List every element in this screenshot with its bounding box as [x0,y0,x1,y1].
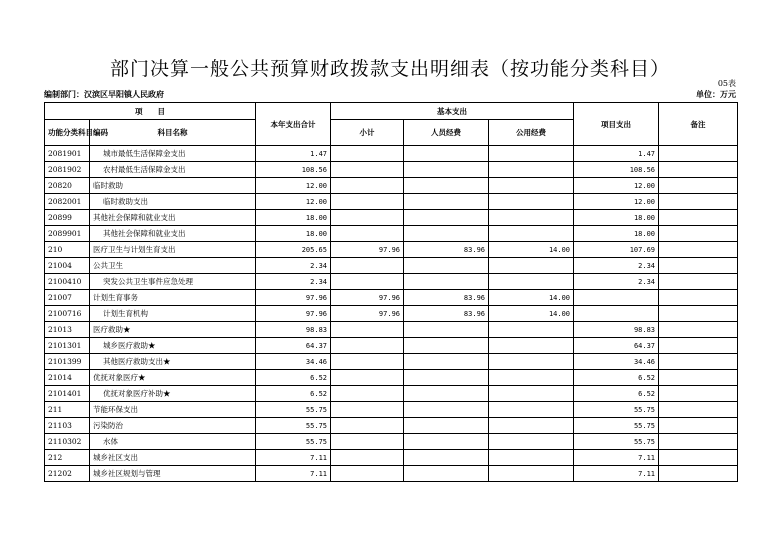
row-code: 2101399 [45,354,90,370]
row-code: 2101301 [45,338,90,354]
row-total: 12.00 [256,194,331,210]
header-code: 功能分类科目编码 [45,120,90,146]
row-public [489,146,574,162]
row-personnel [404,194,489,210]
row-total: 7.11 [256,466,331,482]
row-personnel [404,210,489,226]
row-public [489,386,574,402]
row-remark [659,146,738,162]
row-subtotal [331,322,404,338]
row-subtotal [331,178,404,194]
row-code: 21004 [45,258,90,274]
row-personnel [404,322,489,338]
row-total: 6.52 [256,370,331,386]
row-name-text: 医疗卫生与计划生育支出 [93,245,176,254]
row-personnel [404,258,489,274]
row-name [90,386,256,402]
unit-label: 单位：万元 [696,89,736,99]
table-row [45,370,738,386]
row-public: 14.00 [489,290,574,306]
row-subtotal [331,450,404,466]
row-remark [659,306,738,322]
row-project: 18.00 [574,210,659,226]
row-project: 6.52 [574,370,659,386]
row-public [489,418,574,434]
expenditure-table [44,102,738,482]
row-total: 2.34 [256,258,331,274]
row-remark [659,258,738,274]
row-project [574,290,659,306]
row-name [90,322,256,338]
row-name-text: 突发公共卫生事件应急处理 [103,277,193,286]
header-basic: 基本支出 [331,103,574,120]
row-subtotal [331,354,404,370]
row-name [90,258,256,274]
row-personnel [404,274,489,290]
header-total: 本年支出合计 [256,103,331,146]
row-total: 98.83 [256,322,331,338]
row-code: 210 [45,242,90,258]
row-name-text: 临时救助 [93,181,123,190]
row-name [90,242,256,258]
row-personnel: 83.96 [404,306,489,322]
row-personnel [404,466,489,482]
row-name-text: 城乡医疗救助★ [103,341,156,350]
row-project: 2.34 [574,274,659,290]
row-personnel [404,450,489,466]
table-row [45,146,738,162]
row-remark [659,242,738,258]
page-title: 部门决算一般公共预算财政拨款支出明细表（按功能分类科目） [109,58,670,80]
form-number: 05表 [717,79,736,88]
row-subtotal [331,338,404,354]
row-project: 107.69 [574,242,659,258]
table-row [45,306,738,322]
row-public [489,162,574,178]
row-public [489,434,574,450]
row-personnel [404,338,489,354]
row-name-text: 医疗救助★ [93,325,131,334]
row-public [489,178,574,194]
row-name-text: 农村最低生活保障金支出 [103,165,186,174]
row-name [90,434,256,450]
row-personnel [404,386,489,402]
row-remark [659,386,738,402]
row-subtotal [331,386,404,402]
row-name [90,210,256,226]
row-project: 108.56 [574,162,659,178]
row-name-text: 其他社会保障和就业支出 [93,213,176,222]
row-name-text: 水体 [103,437,118,446]
row-name [90,290,256,306]
row-name [90,146,256,162]
row-total: 205.65 [256,242,331,258]
row-remark [659,338,738,354]
row-code: 2100716 [45,306,90,322]
row-project: 7.11 [574,466,659,482]
row-name-text: 计划生育事务 [93,293,138,302]
table-row [45,434,738,450]
table-row [45,162,738,178]
row-remark [659,194,738,210]
row-public [489,210,574,226]
row-code: 21007 [45,290,90,306]
row-project: 12.00 [574,178,659,194]
row-name-text: 其他社会保障和就业支出 [103,229,186,238]
row-name-text: 污染防治 [93,421,123,430]
row-public: 14.00 [489,242,574,258]
row-public [489,258,574,274]
row-total: 55.75 [256,402,331,418]
row-name [90,402,256,418]
row-name [90,194,256,210]
row-subtotal [331,418,404,434]
row-public [489,402,574,418]
row-project: 12.00 [574,194,659,210]
row-name-text: 公共卫生 [93,261,123,270]
row-code: 20899 [45,210,90,226]
row-total: 97.96 [256,306,331,322]
row-subtotal: 97.96 [331,242,404,258]
row-name [90,418,256,434]
row-subtotal [331,466,404,482]
row-name-text: 其他医疗救助支出★ [103,357,171,366]
table-row [45,194,738,210]
row-name-text: 优抚对象医疗★ [93,373,146,382]
row-total: 12.00 [256,178,331,194]
prepared-by: 编制部门：汉滨区早阳镇人民政府 [44,89,164,99]
meta-row [44,89,736,100]
row-public [489,354,574,370]
table-row [45,290,738,306]
row-personnel [404,226,489,242]
row-remark [659,466,738,482]
row-subtotal [331,194,404,210]
table-row [45,466,738,482]
header-name: 科目名称 [90,120,256,146]
row-code: 21103 [45,418,90,434]
row-project: 18.00 [574,226,659,242]
row-name [90,178,256,194]
row-public [489,194,574,210]
row-remark [659,290,738,306]
row-personnel [404,146,489,162]
table-row [45,226,738,242]
row-name [90,226,256,242]
row-subtotal [331,226,404,242]
row-remark [659,274,738,290]
row-total: 34.46 [256,354,331,370]
row-subtotal [331,210,404,226]
row-total: 6.52 [256,386,331,402]
table-row [45,274,738,290]
row-public [489,274,574,290]
row-remark [659,402,738,418]
row-remark [659,450,738,466]
row-code: 211 [45,402,90,418]
row-name [90,354,256,370]
row-public [489,226,574,242]
table-row [45,402,738,418]
row-personnel [404,418,489,434]
table-row [45,178,738,194]
row-code: 2089901 [45,226,90,242]
table-body [45,146,738,482]
row-name [90,274,256,290]
row-code: 212 [45,450,90,466]
row-project: 98.83 [574,322,659,338]
table-row [45,322,738,338]
row-code: 21013 [45,322,90,338]
row-code: 20820 [45,178,90,194]
row-total: 64.37 [256,338,331,354]
row-personnel [404,178,489,194]
row-name [90,450,256,466]
row-subtotal: 97.96 [331,290,404,306]
row-remark [659,322,738,338]
row-public [489,450,574,466]
row-code: 2081902 [45,162,90,178]
table-row [45,418,738,434]
row-personnel [404,162,489,178]
row-total: 18.00 [256,210,331,226]
table-row [45,210,738,226]
row-public: 14.00 [489,306,574,322]
row-public [489,466,574,482]
row-total: 2.34 [256,274,331,290]
row-project: 6.52 [574,386,659,402]
table-row [45,242,738,258]
header-item: 项 目 [45,103,256,120]
row-total: 97.96 [256,290,331,306]
row-subtotal [331,146,404,162]
row-code: 21202 [45,466,90,482]
row-public [489,338,574,354]
header-subtotal: 小计 [331,120,404,146]
row-subtotal [331,258,404,274]
row-name-text: 城乡社区规划与管理 [93,469,161,478]
row-code: 2082001 [45,194,90,210]
row-project: 7.11 [574,450,659,466]
row-project [574,306,659,322]
table-row [45,354,738,370]
row-remark [659,178,738,194]
row-subtotal: 97.96 [331,306,404,322]
row-personnel: 83.96 [404,242,489,258]
row-remark [659,162,738,178]
row-name [90,338,256,354]
header-project: 项目支出 [574,103,659,146]
row-name-text: 城市最低生活保障金支出 [103,149,186,158]
row-name-text: 优抚对象医疗补助★ [103,389,171,398]
row-name-text: 临时救助支出 [103,197,148,206]
row-name-text: 节能环保支出 [93,405,138,414]
row-total: 18.00 [256,226,331,242]
header-public: 公用经费 [489,120,574,146]
row-remark [659,210,738,226]
row-personnel [404,402,489,418]
row-public [489,370,574,386]
table-row [45,258,738,274]
row-total: 55.75 [256,418,331,434]
row-subtotal [331,274,404,290]
row-total: 1.47 [256,146,331,162]
row-personnel: 83.96 [404,290,489,306]
row-name [90,306,256,322]
row-code: 21014 [45,370,90,386]
header-personnel: 人员经费 [404,120,489,146]
row-total: 108.56 [256,162,331,178]
row-name-text: 计划生育机构 [103,309,148,318]
row-code: 2101401 [45,386,90,402]
row-code: 2100410 [45,274,90,290]
row-total: 55.75 [256,434,331,450]
row-personnel [404,354,489,370]
row-subtotal [331,370,404,386]
row-total: 7.11 [256,450,331,466]
row-code: 2081901 [45,146,90,162]
row-remark [659,418,738,434]
row-personnel [404,370,489,386]
table-row [45,338,738,354]
row-remark [659,354,738,370]
row-name [90,370,256,386]
row-project: 1.47 [574,146,659,162]
row-remark [659,434,738,450]
row-project: 64.37 [574,338,659,354]
row-project: 55.75 [574,402,659,418]
table-row [45,386,738,402]
row-project: 55.75 [574,434,659,450]
row-personnel [404,434,489,450]
row-project: 34.46 [574,354,659,370]
row-code: 2110302 [45,434,90,450]
row-remark [659,370,738,386]
header-remark: 备注 [659,103,738,146]
row-subtotal [331,434,404,450]
row-subtotal [331,162,404,178]
row-name [90,466,256,482]
row-remark [659,226,738,242]
table-row [45,450,738,466]
row-subtotal [331,402,404,418]
row-project: 55.75 [574,418,659,434]
row-project: 2.34 [574,258,659,274]
row-name-text: 城乡社区支出 [93,453,138,462]
row-name [90,162,256,178]
row-public [489,322,574,338]
